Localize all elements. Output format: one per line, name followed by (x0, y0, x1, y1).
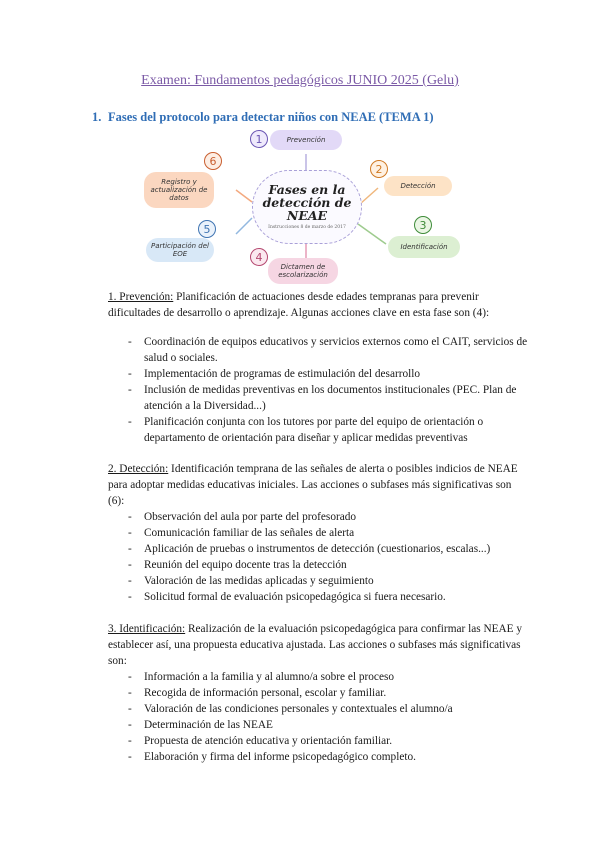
block-3-paragraph (108, 621, 528, 669)
block-1-paragraph (108, 289, 528, 321)
section-number: 1. (92, 110, 102, 124)
list-item: - Valoración de las medidas aplicadas y seguimiento (108, 573, 528, 589)
block-2-paragraph (108, 461, 528, 509)
list-item: - Elaboración y firma del informe psicopedagógico completo. (108, 749, 528, 765)
section-title: Fases del protocolo para detectar niños con NEAE (TEMA 1) (108, 110, 434, 124)
list-item: - Aplicación de pruebas o instrumentos de detección (cuestionarios, escalas...) (108, 541, 528, 557)
block-1-text: Planificación de actuaciones desde edades tempranas para prevenir dificultades de desarrollo o aprendizaje. Algunas acciones clave en esta fase son (4): (108, 291, 490, 319)
phase-3-box: Identificación (388, 236, 460, 258)
connector-6 (236, 190, 252, 202)
list-item: - Valoración de las condiciones personales y contextuales el alumno/a (108, 701, 528, 717)
list-item: - Coordinación de equipos educativos y servicios externos como el CAIT, servicios de salud o sociales. (108, 334, 528, 366)
list-item: - Implementación de programas de estimulación del desarrollo (108, 366, 528, 382)
list-item: - Reunión del equipo docente tras la detección (108, 557, 528, 573)
connector-2 (360, 188, 378, 204)
document-title: Examen: Fundamentos pedagógicos JUNIO 2025 (Gelu) (141, 73, 459, 88)
list-item: - Inclusión de medidas preventivas en los documentos institucionales (PEC. Plan de atención a la Diversidad...) (108, 382, 528, 414)
phase-4-number: 4 (250, 248, 268, 266)
phase-6-number: 6 (204, 152, 222, 170)
phase-2-number: 2 (370, 160, 388, 178)
phase-6-box: Registro y actualización de datos (144, 172, 214, 208)
phase-5-box: Participación del EOE (146, 238, 214, 262)
phase-2-box: Detección (384, 176, 452, 196)
phase-5-number: 5 (198, 220, 216, 238)
list-item: - Propuesta de atención educativa y orientación familiar. (108, 733, 528, 749)
block-2-list (108, 509, 528, 605)
diagram-center-title: Fases en la detección de NEAE (262, 182, 352, 224)
phase-3-number: 3 (414, 216, 432, 234)
phase-1-box: Prevención (270, 130, 342, 150)
list-item: - Determinación de las NEAE (108, 717, 528, 733)
block-1-heading: 1. Prevención: (108, 291, 174, 303)
diagram-center-subtitle: Instrucciones 8 de marzo de 2017 (268, 225, 346, 231)
list-item: - Planificación conjunta con los tutores por parte del equipo de orientación o departamento de orientación para diseñar y aplicar medidas preventivas (108, 414, 528, 446)
list-item: - Recogida de información personal, escolar y familiar. (108, 685, 528, 701)
block-3-text: Realización de la evaluación psicopedagógica para confirmar las NEAE y establecer así, una propuesta educativa ajustada. Las acciones o subfases más significativas son: (108, 623, 523, 667)
list-item: - Información a la familia y al alumno/a sobre el proceso (108, 669, 528, 685)
list-item: - Solicitud formal de evaluación psicopedagógica si fuera necesario. (108, 589, 528, 605)
block-3-heading: 3. Identificación: (108, 623, 186, 635)
block-3-list (108, 669, 528, 765)
block-1-list (108, 334, 528, 446)
diagram-center (252, 170, 362, 244)
list-item: - Observación del aula por parte del profesorado (108, 509, 528, 525)
block-2-text: Identificación temprana de las señales de alerta o posibles indicios de NEAE para adoptar medidas educativas iniciales. Las acciones o subfases más significativas son (6): (108, 463, 518, 507)
list-item: - Comunicación familiar de las señales de alerta (108, 525, 528, 541)
phase-4-box: Dictamen de escolarización (268, 258, 338, 284)
block-2-heading: 2. Detección: (108, 463, 169, 475)
connector-5 (236, 218, 252, 234)
connector-3 (358, 224, 386, 244)
phases-diagram (140, 126, 462, 286)
phase-1-number: 1 (250, 130, 268, 148)
